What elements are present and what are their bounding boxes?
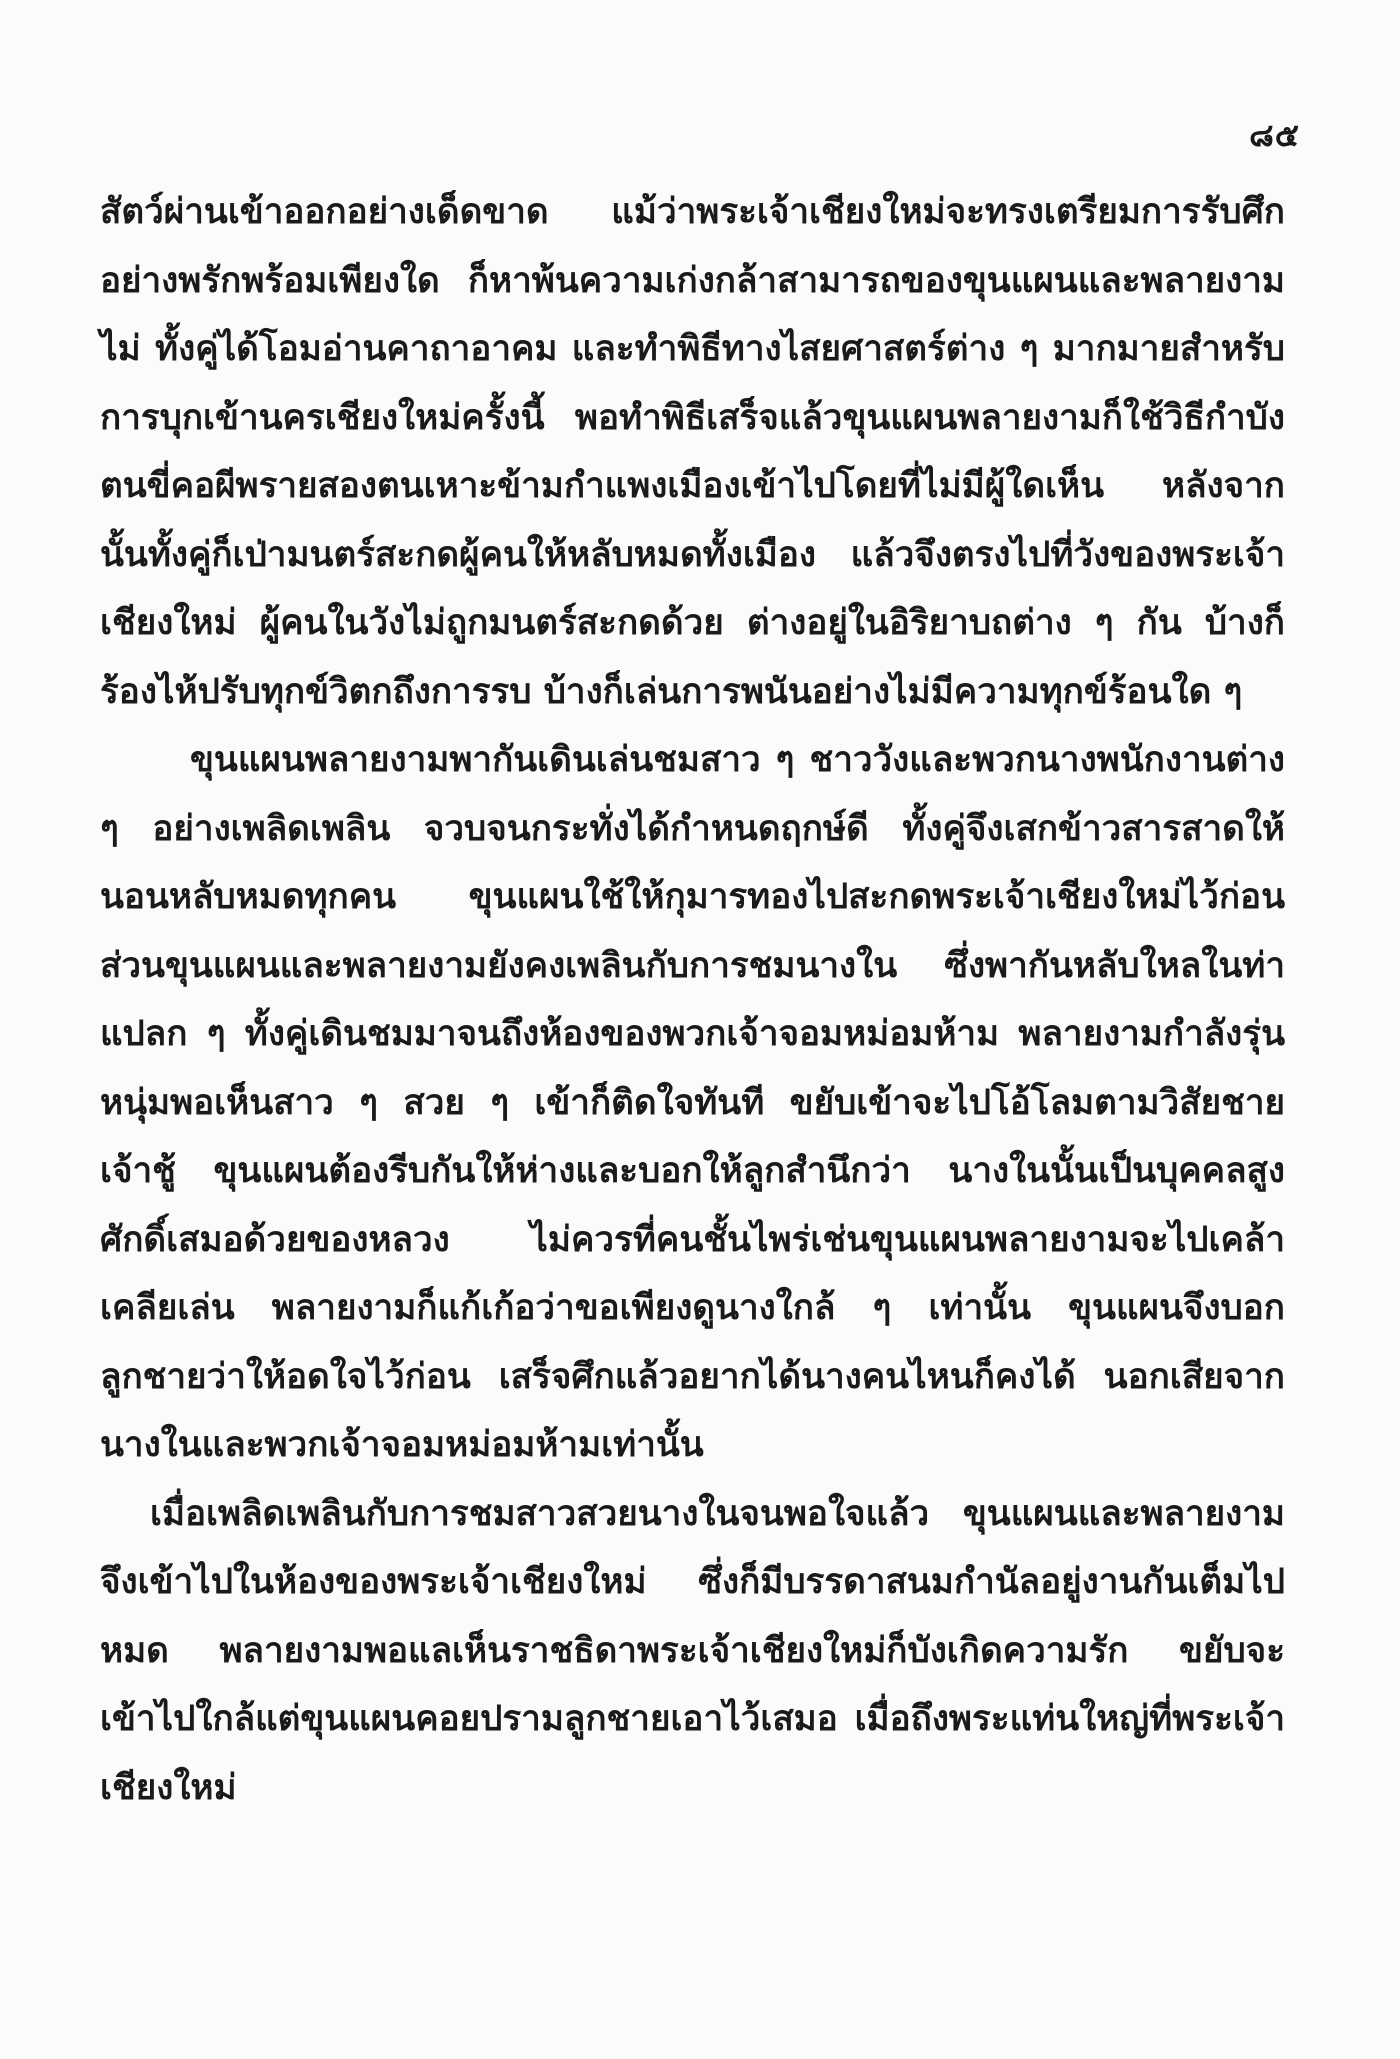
body-text	[100, 178, 1285, 1822]
page-number: ๘๕	[1249, 116, 1300, 154]
paragraph-2: ขุนแผนพลายงามพากันเดินเล่นชมสาว ๆ ชาววังและพวกนางพนักงานต่าง ๆ อย่างเพลิดเพลิน จวบจนกระทั่งได้กำหนดฤกษ์ดี ทั้งคู่จึงเสกข้าวสารสาดให้นอนหลับหมดทุกคน ขุนแผนใช้ให้กุมารทองไปสะกดพระเจ้าเชียงใหม่ไว้ก่อน ส่วนขุนแผนและพลายงามยังคงเพลินกับการชมนางใน ซึ่งพากันหลับใหลในท่าแปลก ๆ ทั้งคู่เดินชมมาจนถึงห้องของพวกเจ้าจอมหม่อมห้าม พลายงามกำลังรุ่นหนุ่มพอเห็นสาว ๆ สวย ๆ เข้าก็ติดใจทันที ขยับเข้าจะไปโอ้โลมตามวิสัยชายเจ้าชู้ ขุนแผนต้องรีบกันให้ห่างและบอกให้ลูกสำนึกว่า นางในนั้นเป็นบุคคลสูงศักดิ์เสมอด้วยของหลวง ไม่ควรที่คนชั้นไพร่เช่นขุนแผนพลายงามจะไปเคล้าเคลียเล่น พลายงามก็แก้เก้อว่าขอเพียงดูนางใกล้ ๆ เท่านั้น ขุนแผนจึงบอกลูกชายว่าให้อดใจไว้ก่อน เสร็จศึกแล้วอยากได้นางคนไหนก็คงได้ นอกเสียจากนางในและพวกเจ้าจอมหม่อมห้ามเท่านั้น	[100, 739, 1285, 1465]
paragraph-1: สัตว์ผ่านเข้าออกอย่างเด็ดขาด แม้ว่าพระเจ้าเชียงใหม่จะทรงเตรียมการรับศึกอย่างพรักพร้อมเพียงใด ก็หาพ้นความเก่งกล้าสามารถของขุนแผนและพลายงามไม่ ทั้งคู่ได้โอมอ่านคาถาอาคม และทำพิธีทางไสยศาสตร์ต่าง ๆ มากมายสำหรับการบุกเข้านครเชียงใหม่ครั้งนี้ พอทำพิธีเสร็จแล้วขุนแผนพลายงามก็ใช้วิธีกำบังตนขี่คอผีพรายสองตนเหาะข้ามกำแพงเมืองเข้าไปโดยที่ไม่มีผู้ใดเห็น หลังจากนั้นทั้งคู่ก็เป่ามนตร์สะกดผู้คนให้หลับหมดทั้งเมือง แล้วจึงตรงไปที่วังของพระเจ้าเชียงใหม่ ผู้คนในวังไม่ถูกมนตร์สะกดด้วย ต่างอยู่ในอิริยาบถต่าง ๆ กัน บ้างก็ร้องไห้ปรับทุกข์วิตกถึงการรบ บ้างก็เล่นการพนันอย่างไม่มีความทุกข์ร้อนใด ๆ	[100, 191, 1285, 712]
paragraph-3: เมื่อเพลิดเพลินกับการชมสาวสวยนางในจนพอใจแล้ว ขุนแผนและพลายงามจึงเข้าไปในห้องของพระเจ้าเชียงใหม่ ซึ่งก็มีบรรดาสนมกำนัลอยู่งานกันเต็มไปหมด พลายงามพอแลเห็นราชธิดาพระเจ้าเชียงใหม่ก็บังเกิดความรัก ขยับจะเข้าไปใกล้แต่ขุนแผนคอยปรามลูกชายเอาไว้เสมอ เมื่อถึงพระแท่นใหญ่ที่พระเจ้าเชียงใหม่	[100, 1492, 1285, 1808]
